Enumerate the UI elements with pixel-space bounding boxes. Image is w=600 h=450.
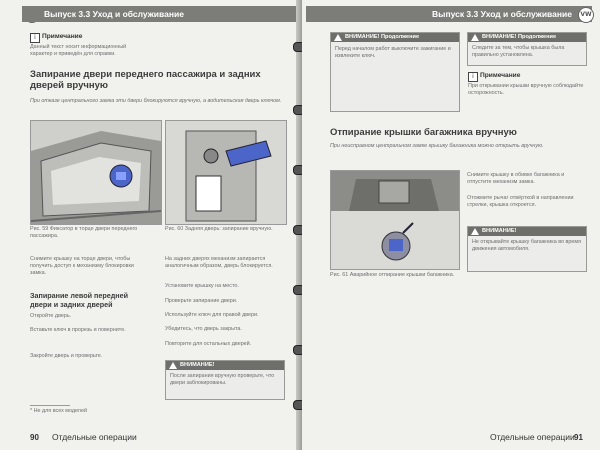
page-number-right: 91 bbox=[574, 433, 583, 442]
list-item-3: Используйте ключ для правой двери. bbox=[165, 312, 259, 318]
step-2: Вставьте ключ в прорезь и поверните. bbox=[30, 327, 126, 333]
figure-1-caption: Рис. 59 Фиксатор в торце двери переднего пассажира. bbox=[30, 226, 138, 240]
warning-continued-label-2: ВНИМАНИЕ! Продолжение bbox=[468, 33, 586, 42]
warning-continued-label-1: ВНИМАНИЕ! Продолжение bbox=[331, 33, 459, 42]
note-text-right: При открывании крышки вручную соблюдайте осторожность. bbox=[468, 83, 584, 97]
figure-3-caption: Рис. 61 Аварийное отпирание крышки багажника. bbox=[330, 272, 455, 278]
step-3: Закройте дверь и проверьте. bbox=[30, 353, 103, 359]
warning-continued-box-2 bbox=[467, 32, 587, 66]
right-step-2: Отожмите рычаг отвёрткой в направлении стрелки, крышка откроется. bbox=[467, 195, 574, 209]
warning-continued-box-1 bbox=[330, 32, 460, 112]
warning-box bbox=[165, 360, 285, 400]
note-label-right: Примечание bbox=[480, 72, 521, 79]
warning-triangle-icon bbox=[169, 362, 177, 369]
column-2-text: На задних дверях механизм запирается аналогичным образом, дверь блокируется. bbox=[165, 256, 273, 270]
figure-2-caption: Рис. 60 Задняя дверь: запирание вручную. bbox=[165, 226, 273, 232]
rear-door-figure bbox=[165, 120, 287, 225]
warning-continued-text-2: Следите за тем, чтобы крышка была правильно установлена. bbox=[472, 45, 565, 59]
left-page-header: Выпуск 3.3 Уход и обслуживание bbox=[22, 6, 302, 22]
warning-label: ВНИМАНИЕ! bbox=[166, 361, 284, 370]
section-title-right: Отпирание крышки багажника вручную bbox=[330, 127, 517, 138]
warning-label-right: ВНИМАНИЕ! bbox=[468, 227, 586, 236]
list-item-2: Проверьте запирание двери. bbox=[165, 298, 238, 304]
footnote-rule bbox=[30, 405, 70, 406]
left-body-text: Снимите крышку на торце двери, чтобы получить доступ к механизму блокировки замка. bbox=[30, 256, 134, 277]
subsection-title: Запирание левой передней двери и задних дверей bbox=[30, 291, 129, 309]
warning-text: После запирания вручную проверьте, что двери заблокированы. bbox=[170, 373, 275, 387]
note-text: Данный текст носит информационный характер и приведён для справки. bbox=[30, 44, 127, 58]
warning-continued-text-1: Перед началом работ выключите зажигание и извлеките ключ. bbox=[335, 46, 451, 60]
step-1: Откройте дверь. bbox=[30, 313, 72, 319]
footer-left: Отдельные операции bbox=[52, 432, 137, 442]
right-page-header: Выпуск 3.3 Уход и обслуживание bbox=[306, 6, 592, 22]
note-icon: i bbox=[30, 33, 40, 43]
warning-text-right: Не открывайте крышку багажника во время движения автомобиля. bbox=[472, 239, 582, 253]
footer-right: Отдельные операции bbox=[490, 432, 575, 442]
door-photo-figure bbox=[30, 120, 162, 225]
brand-logo-icon: VW bbox=[578, 7, 594, 23]
section-intro-right: При неисправном центральном замке крышку багажника можно открыть вручную. bbox=[330, 143, 544, 149]
list-item-1: Установите крышку на место. bbox=[165, 283, 239, 289]
trunk-lid-figure bbox=[330, 170, 460, 270]
right-step-1: Снимите крышку в обивке багажника и отпустите механизм замка. bbox=[467, 172, 565, 186]
warning-triangle-icon bbox=[471, 34, 479, 41]
page-number-left: 90 bbox=[30, 433, 39, 442]
list-item-5: Повторите для остальных дверей. bbox=[165, 341, 252, 347]
footnote: * Не для всех моделей bbox=[30, 408, 87, 414]
note-label: Примечание bbox=[42, 33, 83, 40]
list-item-4: Убедитесь, что дверь закрыта. bbox=[165, 326, 242, 332]
warning-box-right bbox=[467, 226, 587, 272]
note-icon: i bbox=[468, 72, 478, 82]
section-intro: При отказе центрального замка эти двери блокируются вручную, а водительская дверь ключом. bbox=[30, 98, 282, 104]
right-page bbox=[302, 0, 600, 450]
warning-triangle-icon bbox=[334, 34, 342, 41]
warning-triangle-icon bbox=[471, 228, 479, 235]
section-title: Запирание двери переднего пассажира и задних дверей вручную bbox=[30, 69, 261, 91]
